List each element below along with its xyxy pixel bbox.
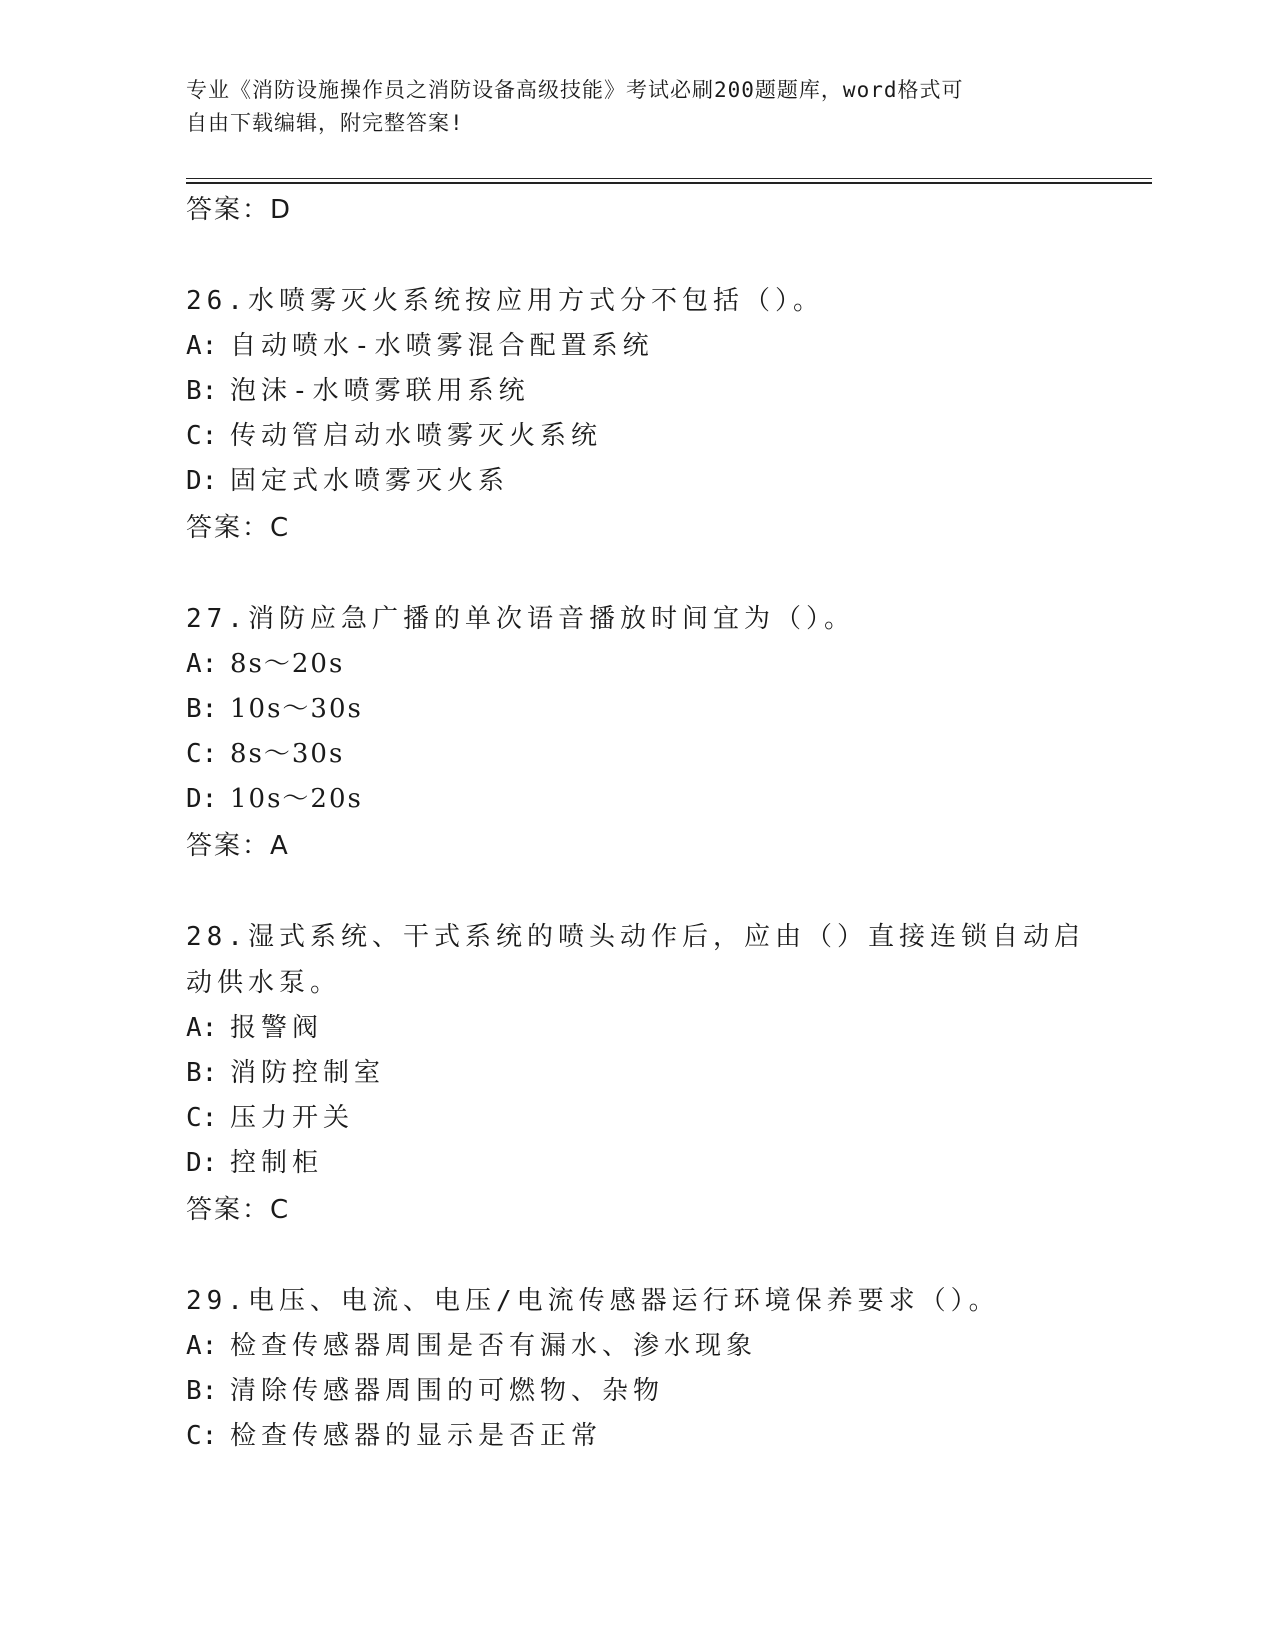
answer-28: 答案：C — [186, 1195, 291, 1225]
option-c — [186, 1096, 1086, 1141]
option-text: 固定式水喷雾灭火系 — [230, 466, 510, 496]
option-text: 控制柜 — [230, 1148, 324, 1178]
answer-27: 答案：A — [186, 831, 290, 861]
option-letter: A: — [186, 1013, 218, 1043]
option-letter: B: — [186, 1376, 218, 1406]
answer-26: 答案：C — [186, 513, 291, 543]
option-letter: D: — [186, 784, 218, 814]
option-d — [186, 1141, 1086, 1186]
header-divider-thick — [186, 182, 1152, 184]
option-text: 自动喷水-水喷雾混合配置系统 — [230, 331, 654, 361]
header-divider-thin — [186, 178, 1152, 179]
option-b — [186, 687, 1086, 732]
question-stem: 29.电压、电流、电压/电流传感器运行环境保养要求（）。 — [186, 1286, 1000, 1316]
question-26 — [186, 278, 1086, 548]
option-text: 检查传感器的显示是否正常 — [230, 1421, 603, 1451]
option-text: 8s～30s — [230, 739, 345, 769]
option-a — [186, 324, 1086, 369]
option-text: 检查传感器周围是否有漏水、渗水现象 — [230, 1331, 758, 1361]
option-b — [186, 1369, 1086, 1414]
option-letter: B: — [186, 376, 218, 406]
question-28 — [186, 914, 1086, 1230]
option-a — [186, 642, 1086, 687]
option-text: 消防控制室 — [230, 1058, 386, 1088]
option-letter: C: — [186, 421, 218, 451]
option-text: 10s～30s — [230, 694, 363, 724]
answer-25: 答案：D — [186, 195, 293, 225]
option-letter: A: — [186, 1331, 218, 1361]
option-letter: A: — [186, 331, 218, 361]
option-d — [186, 459, 1086, 504]
document-header — [186, 74, 1086, 140]
option-c — [186, 1414, 1086, 1459]
header-line-2: 自由下载编辑，附完整答案! — [186, 111, 464, 135]
header-line-1: 专业《消防设施操作员之消防设备高级技能》考试必刷200题题库，word格式可 — [186, 78, 964, 102]
option-text: 传动管启动水喷雾灭火系统 — [230, 421, 603, 451]
option-text: 清除传感器周围的可燃物、杂物 — [230, 1376, 665, 1406]
question-stem: 28.湿式系统、干式系统的喷头动作后，应由（）直接连锁自动启动供水泵。 — [186, 922, 1085, 998]
option-text: 泡沫-水喷雾联用系统 — [230, 376, 530, 406]
question-stem: 26.水喷雾灭火系统按应用方式分不包括（）。 — [186, 286, 824, 316]
option-text: 报警阀 — [230, 1013, 324, 1043]
option-text: 10s～20s — [230, 784, 363, 814]
option-letter: C: — [186, 1421, 218, 1451]
option-d — [186, 777, 1086, 822]
option-c — [186, 732, 1086, 777]
option-letter: C: — [186, 739, 218, 769]
option-letter: A: — [186, 649, 218, 679]
option-b — [186, 369, 1086, 414]
question-stem: 27.消防应急广播的单次语音播放时间宜为（）。 — [186, 604, 855, 634]
question-29 — [186, 1278, 1086, 1459]
option-c — [186, 414, 1086, 459]
option-a — [186, 1006, 1086, 1051]
option-letter: D: — [186, 466, 218, 496]
option-a — [186, 1324, 1086, 1369]
option-text: 压力开关 — [230, 1103, 355, 1133]
option-letter: B: — [186, 1058, 218, 1088]
option-text: 8s～20s — [230, 649, 345, 679]
option-letter: D: — [186, 1148, 218, 1178]
question-list — [186, 190, 1086, 1459]
option-letter: B: — [186, 694, 218, 724]
option-letter: C: — [186, 1103, 218, 1133]
option-b — [186, 1051, 1086, 1096]
question-27 — [186, 596, 1086, 866]
